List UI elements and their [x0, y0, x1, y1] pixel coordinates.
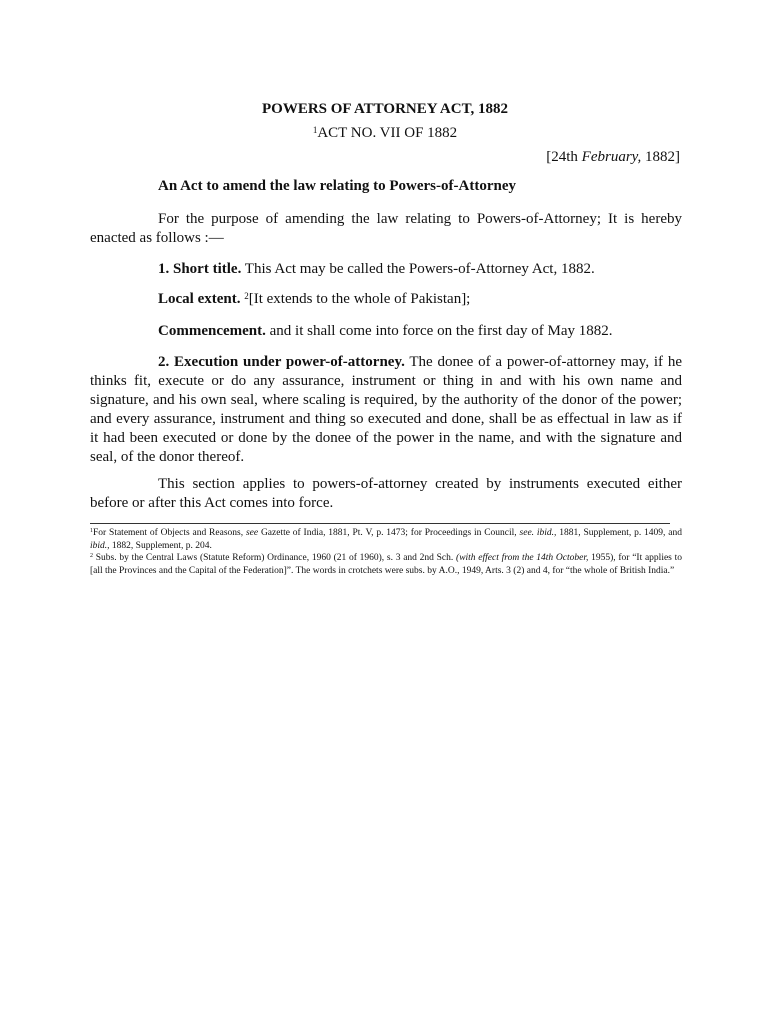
section-2-text: The donee of a power-of-attorney may, if he thinks fit, execute or do any assurance, instrument or thing in and with his own name and signature, and his own seal, where scaling is required, by the authority of the donor of the power; and every assurance, instrument and thing so executed and done, shall be as effectual in law as if it had been executed or done by the donee of the power in the name, and with the signature and seal, of the donor thereof. [90, 354, 682, 465]
commencement-heading: Commencement. [158, 323, 266, 339]
section-1-heading: 1. Short title. [158, 261, 242, 277]
section-2-heading: 2. Execution under power-of-attorney. [158, 354, 405, 370]
document-title: POWERS OF ATTORNEY ACT, 1882 [261, 101, 508, 117]
date-prefix: [24th [546, 149, 582, 165]
footnote-2-text-b: 1955), for “It applies to [all the Provinces and the Capital of the Federation]”. The words in crotchets were subs. by A.O., 1949, Arts. 3 (2) and 4, for “the whole of British India.” [90, 553, 683, 576]
preamble-text: For the purpose of amending the law relating to Powers-of-Attorney; It is hereby enacted as follows :— [90, 211, 682, 246]
footnote-ref-2[interactable]: 2 [244, 291, 249, 301]
footnote-2-effect: (with effect from the 14th October, [456, 553, 589, 563]
footnote-2 [90, 552, 682, 577]
local-extent-text: [It extends to the whole of Pakistan]; [248, 291, 471, 307]
local-extent-heading: Local extent. [158, 291, 241, 307]
local-extent [90, 290, 682, 309]
footnote-1 [90, 527, 682, 552]
footnote-divider [90, 523, 670, 524]
act-number-text: ACT NO. VII OF 1882 [317, 125, 458, 141]
date-month: February, [581, 149, 642, 165]
footnote-1-see: see [245, 528, 259, 538]
footnote-1-marker: 1 [90, 528, 93, 534]
date-suffix: 1882] [641, 149, 680, 165]
act-number [0, 124, 770, 142]
footnote-ref-1[interactable]: 1 [312, 125, 318, 135]
act-date [546, 148, 680, 166]
footnote-1-text-d: 1882, Supplement, p. 204. [109, 540, 212, 551]
footnote-1-ibid: ibid., [90, 540, 110, 551]
commencement [90, 322, 682, 341]
commencement-text: and it shall come into force on the first day of May 1882. [265, 323, 613, 339]
footnote-2-marker: 2 [90, 553, 93, 559]
footnote-1-text-b: Gazette of India, 1881, Pt. V, p. 1473; for Proceedings in Council, [258, 528, 520, 538]
section-2-execution [90, 353, 682, 467]
section-1-text: This Act may be called the Powers-of-Attorney Act, 1882. [241, 261, 595, 277]
section-2-applicability: This section applies to powers-of-attorney created by instruments executed either before or after this Act comes into force. [90, 476, 682, 511]
footnote-2-text-a: Subs. by the Central Laws (Statute Reform) Ordinance, 1960 (21 of 1960), s. 3 and 2nd Sch. [93, 553, 457, 563]
footnote-1-text-c: 1881, Supplement, p. 1409, and [556, 528, 682, 538]
preamble-heading: An Act to amend the law relating to Powers-of-Attorney [158, 178, 516, 194]
footnote-1-text-a: For Statement of Objects and Reasons, [93, 528, 246, 538]
footnote-1-see-ibid: see. ibid., [519, 528, 557, 538]
section-1-short-title [90, 260, 682, 279]
